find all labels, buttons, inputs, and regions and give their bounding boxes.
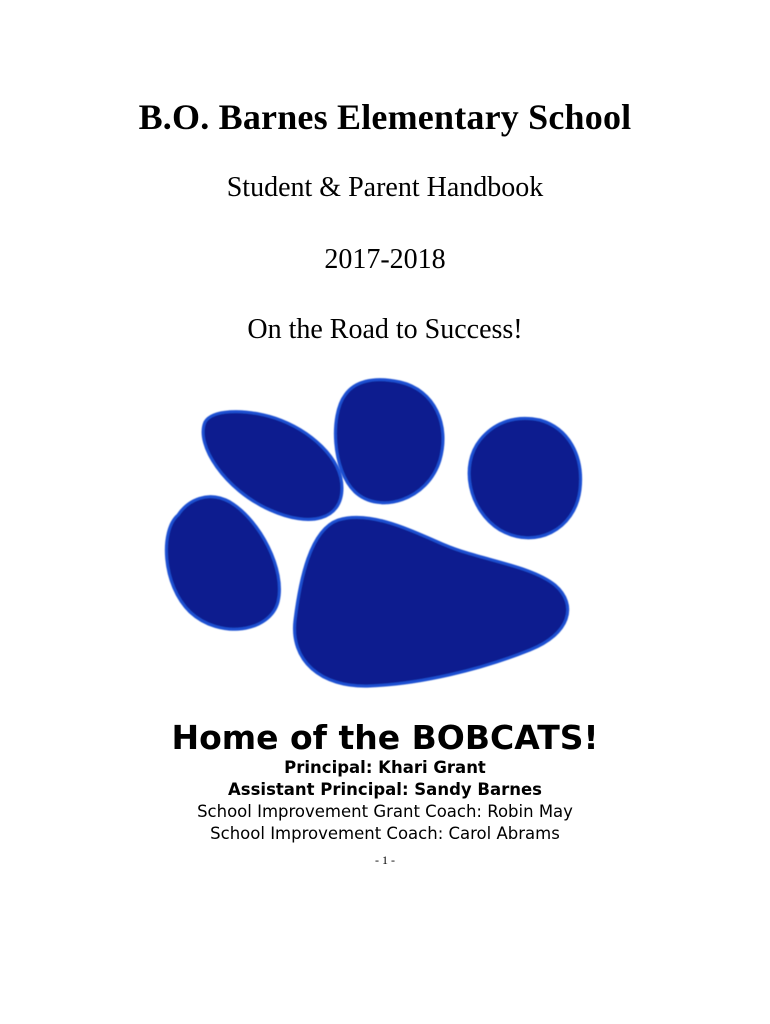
school-year: 2017-2018 bbox=[324, 244, 446, 275]
paw-print-icon bbox=[150, 370, 590, 700]
page-number: - 1 - bbox=[375, 853, 395, 867]
paw-toe-left bbox=[166, 497, 279, 630]
school-improvement-grant-coach: School Improvement Grant Coach: Robin May bbox=[197, 802, 573, 821]
motto: On the Road to Success! bbox=[247, 314, 523, 345]
principal-name: Principal: Khari Grant bbox=[284, 758, 486, 777]
assistant-principal-name: Assistant Principal: Sandy Barnes bbox=[228, 780, 542, 799]
paw-toe-right bbox=[469, 418, 581, 538]
school-title: B.O. Barnes Elementary School bbox=[138, 97, 632, 137]
paw-main-pad bbox=[294, 517, 567, 686]
mascot-tagline: Home of the BOBCATS! bbox=[171, 718, 599, 757]
school-improvement-coach: School Improvement Coach: Carol Abrams bbox=[210, 824, 560, 843]
handbook-subtitle: Student & Parent Handbook bbox=[226, 172, 544, 203]
paw-toe-top bbox=[335, 380, 443, 503]
